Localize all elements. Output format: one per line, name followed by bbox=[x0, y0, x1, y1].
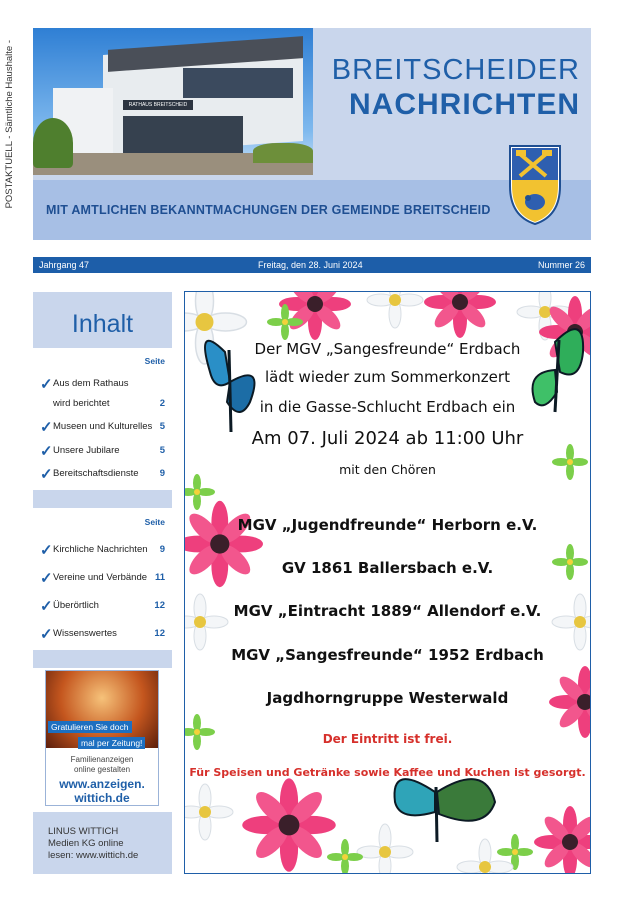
page-column-label: Seite bbox=[144, 517, 165, 527]
event-intro-1: Der MGV „Sangesfreunde“ Erdbach bbox=[254, 340, 521, 358]
distribution-note-text: POSTAKTUELL - Sämtliche Haushalte - bbox=[4, 40, 15, 209]
publisher-line-1: LINUS WITTICH bbox=[48, 826, 119, 837]
distribution-note bbox=[4, 40, 18, 240]
title-line-1: BREITSCHEIDER bbox=[331, 54, 580, 86]
event-intro-3: in die Gasse-Schlucht Erdbach ein bbox=[259, 398, 516, 416]
choir-2: GV 1861 Ballersbach e.V. bbox=[281, 559, 494, 577]
volume: Jahrgang 47 bbox=[39, 260, 90, 270]
ad-text-1: Familienanzeigen bbox=[70, 755, 134, 764]
ad-headline-2: mal per Zeitung! bbox=[78, 737, 145, 749]
check-icon: ✓ bbox=[40, 542, 53, 559]
publisher-box bbox=[33, 812, 172, 874]
check-icon: ✓ bbox=[40, 466, 53, 483]
issue-date: Freitag, den 28. Juni 2024 bbox=[258, 260, 363, 270]
check-icon: ✓ bbox=[40, 376, 53, 393]
event-with-choirs: mit den Chören bbox=[339, 462, 436, 477]
family-ad[interactable] bbox=[45, 670, 159, 806]
issue-info-bar bbox=[33, 257, 591, 273]
ad-url-1[interactable]: www.anzeigen. bbox=[59, 777, 145, 791]
toc-title: Inhalt bbox=[71, 310, 134, 338]
subtitle: MIT AMTLICHEN BEKANNTMACHUNGEN DER GEMEINDE BREITSCHEID bbox=[46, 203, 491, 217]
catering-note: Für Speisen und Getränke sowie Kaffee und Kuchen ist gesorgt. bbox=[189, 766, 586, 779]
check-icon: ✓ bbox=[40, 598, 53, 615]
toc-divider bbox=[33, 490, 172, 508]
building-sign: RATHAUS BREITSCHEID bbox=[123, 100, 193, 110]
choir-5: Jagdhorngruppe Westerwald bbox=[266, 689, 509, 707]
choir-1: MGV „Jugendfreunde“ Herborn e.V. bbox=[237, 516, 538, 534]
event-intro-2: lädt wieder zum Sommerkonzert bbox=[265, 368, 510, 386]
publisher-line-2: Medien KG online bbox=[48, 838, 124, 849]
page-column-label: Seite bbox=[144, 356, 165, 366]
issue-number: Nummer 26 bbox=[537, 260, 585, 270]
ad-text-2: online gestalten bbox=[73, 765, 131, 774]
coat-of-arms-icon bbox=[506, 142, 564, 226]
ad-headline-1: Gratulieren Sie doch bbox=[48, 721, 132, 733]
concert-poster bbox=[184, 291, 591, 874]
toc-divider bbox=[33, 650, 172, 668]
ad-url-2[interactable]: wittich.de bbox=[74, 791, 130, 805]
title-line-2: NACHRICHTEN bbox=[349, 88, 580, 121]
check-icon: ✓ bbox=[40, 626, 53, 643]
free-entry: Der Eintritt ist frei. bbox=[322, 732, 453, 746]
town-hall-photo bbox=[33, 28, 313, 175]
choir-4: MGV „Sangesfreunde“ 1952 Erdbach bbox=[231, 646, 544, 664]
check-icon: ✓ bbox=[40, 443, 53, 460]
newspaper-page: POSTAKTUELL - Sämtliche Haushalte - RATHAUS BREITSCHEID BREITSCHEIDER NACHRICHTEN MIT AMTLICHEN BEKANNTMACHUNGEN DER GEMEINDE BREITSCHEID Jahrgang 47 Freitag, den 28. Juni 2024 Nummer 26 Inhalt Seite ✓ Aus dem Rathaus wird berichtet 2 ✓ Museen und Kulturelles 5 ✓ Unsere Jubilare 5 ✓ Bereitschaftsdienste 9 Seite ✓ Kirchliche Nachrichten 9 ✓ Vereine und Verbände 11 ✓ Überörtlich 12 ✓ Wissenswertes 12 Gratulieren Sie doch mal per Zeitung! Familienanzeigen online gestalten www.anzeigen. wittich.de LINUS WITTICH Medien KG online lesen: www.wittich.de Der MGV „Sangesfreunde“ Erdbach lädt wieder zum Sommerkonzert in die Gasse-Schlucht Erdbach ein Am 07. Juli 2024 ab 11:00 Uhr mit den Chören MGV „Jugendfreunde“ Herborn e.V. GV 1861 Ballersbach e.V. MGV „Eintracht 1889“ Allendorf e.V. MGV „Sangesfreunde“ 1952 Erdbach Jagdhorngruppe Westerwald Der Eintritt ist frei. Für Speisen und Getränke sowie Kaffee und Kuchen ist gesorgt. bbox=[0, 0, 625, 897]
event-date: Am 07. Juli 2024 ab 11:00 Uhr bbox=[251, 428, 524, 449]
publisher-line-3[interactable]: lesen: www.wittich.de bbox=[48, 850, 139, 861]
choir-3: MGV „Eintracht 1889“ Allendorf e.V. bbox=[233, 602, 542, 620]
check-icon: ✓ bbox=[40, 570, 53, 587]
check-icon: ✓ bbox=[40, 419, 53, 436]
